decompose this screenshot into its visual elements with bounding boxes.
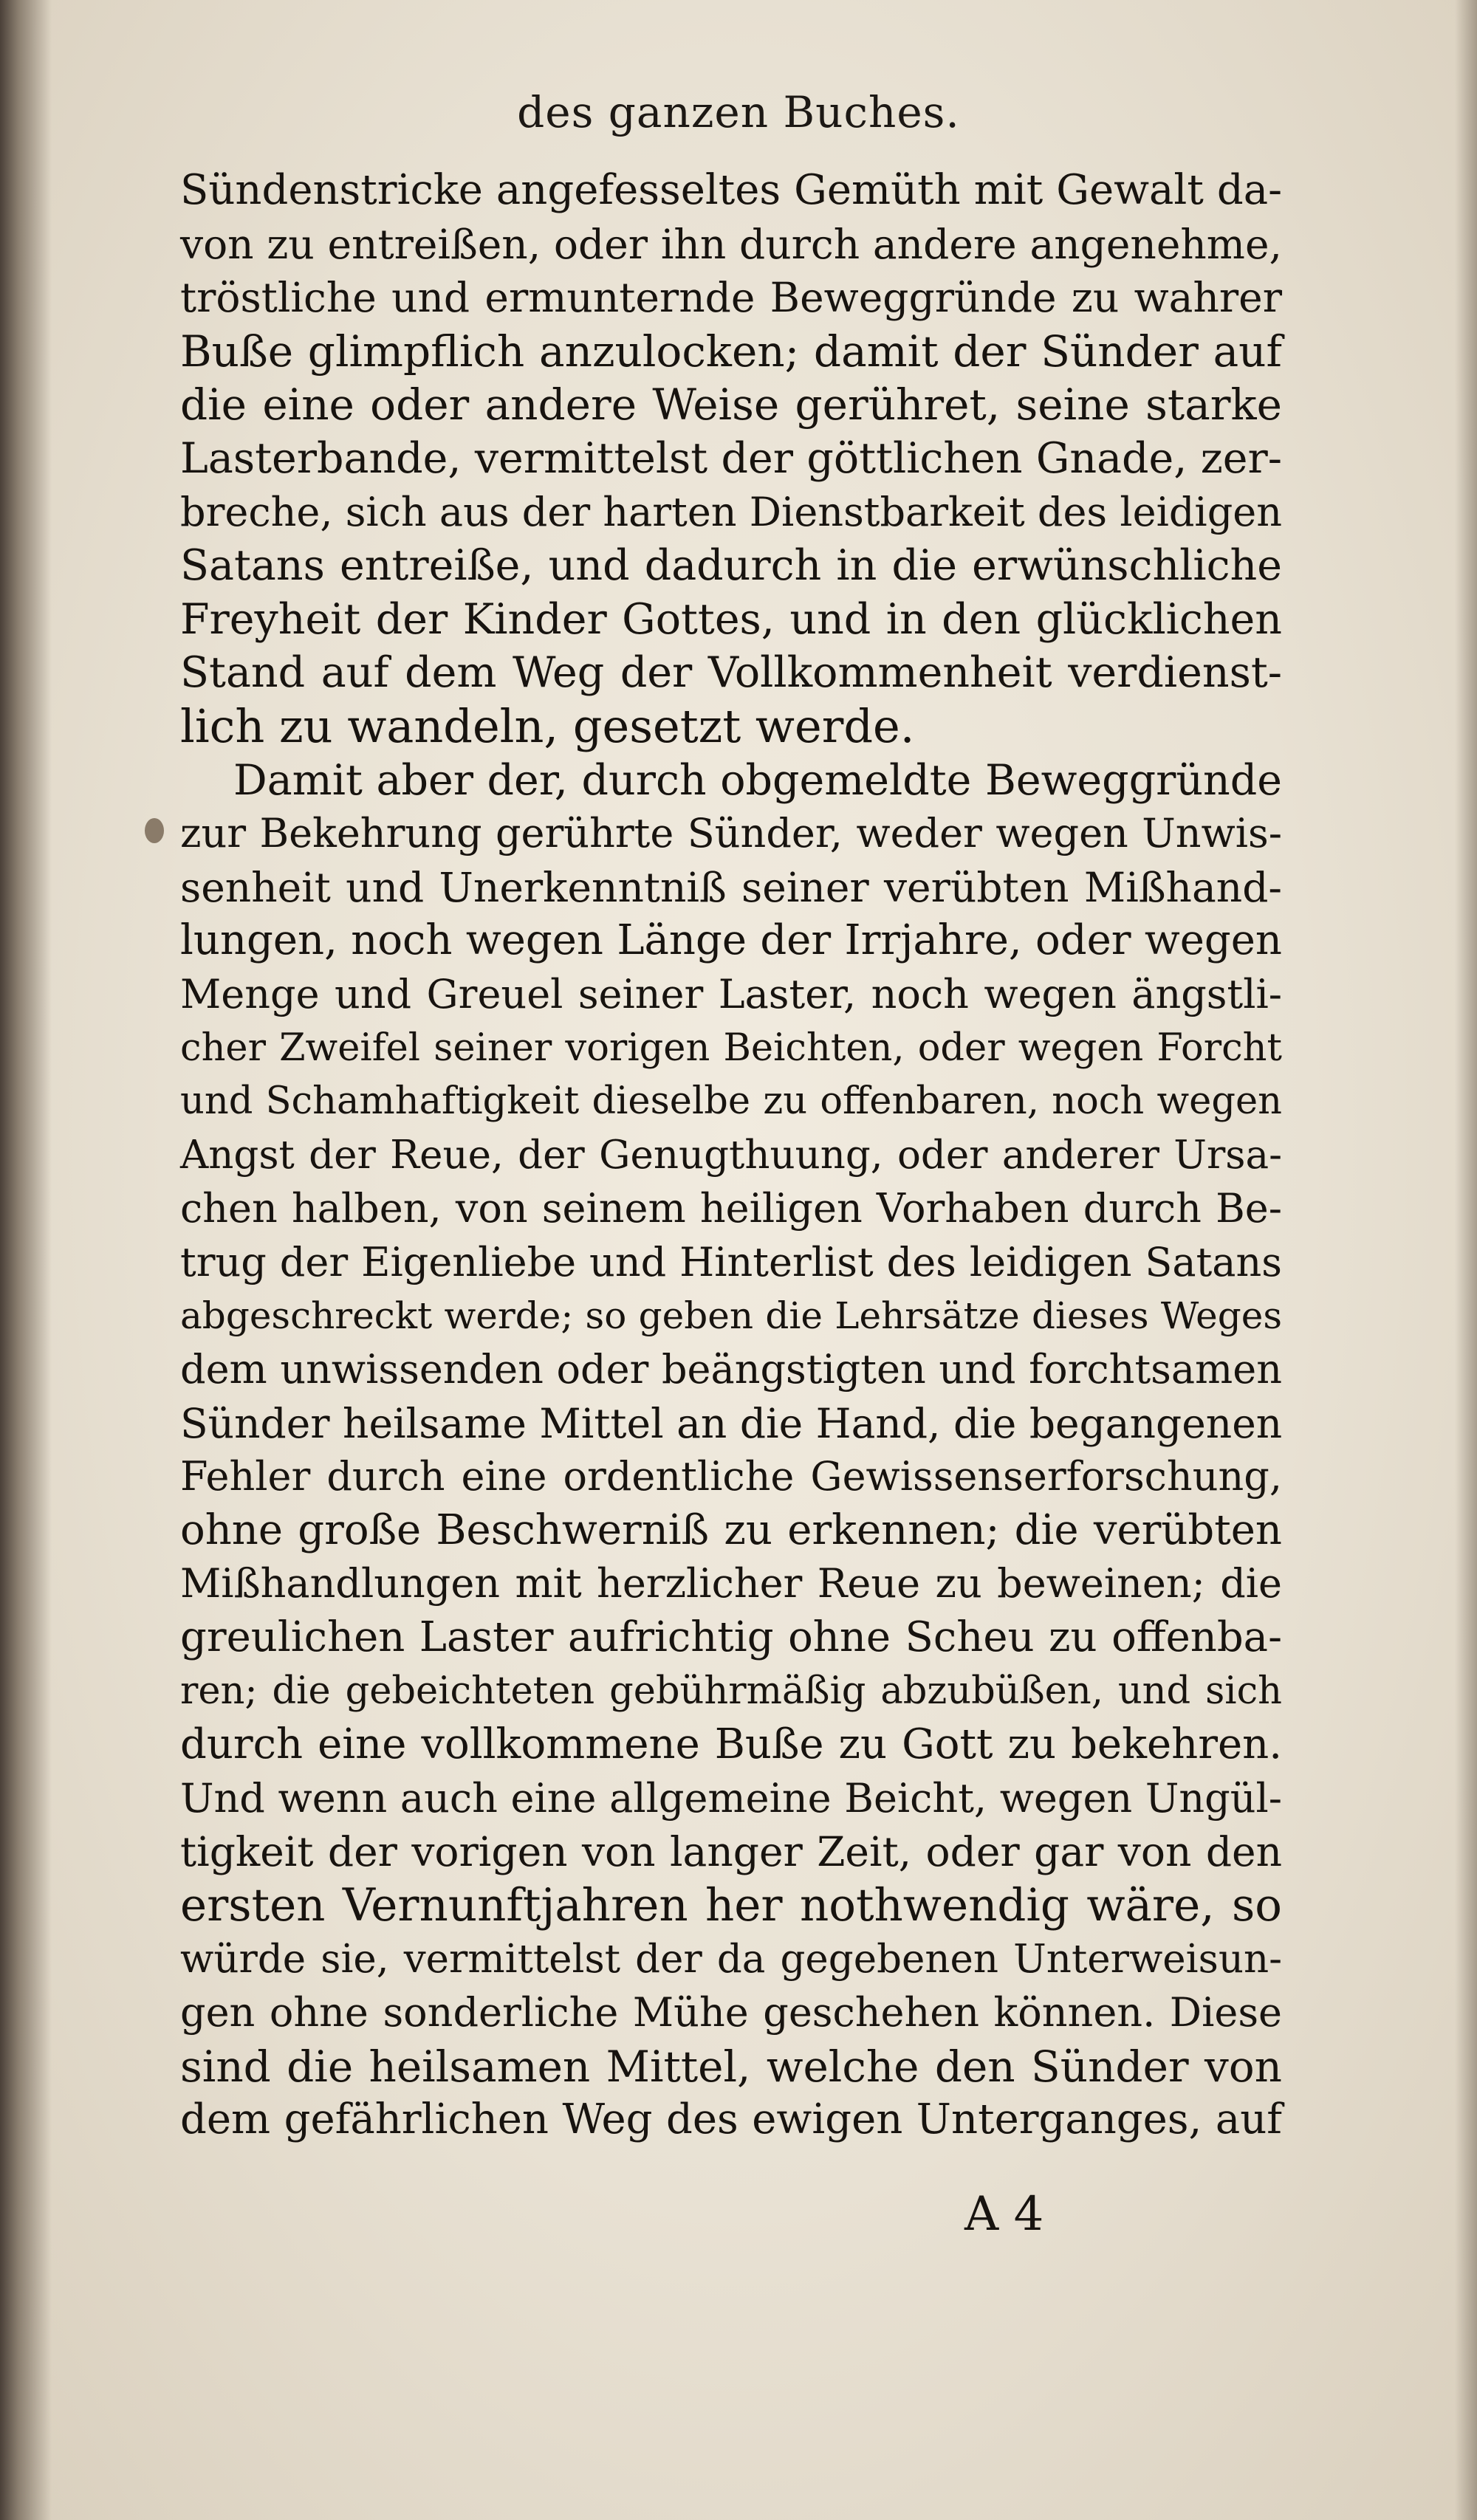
text-line: lich zu wandeln, gesetzt werde. — [180, 698, 915, 753]
text-line: sind die heilsamen Mittel, welche den Sünder von — [180, 2041, 1282, 2092]
text-line: Sündenstricke angefesseltes Gemüth mit Gewalt da- — [180, 166, 1282, 214]
text-line: ohne große Beschwerniß zu erkennen; die verübten — [180, 1506, 1282, 1554]
text-line: abgeschreckt werde; so geben die Lehrsätze dieses Weges — [180, 1294, 1282, 1338]
text-line: dem gefährlichen Weg des ewigen Unterganges, auf — [180, 2095, 1282, 2144]
text-line: Angst der Reue, der Genugthuung, oder anderer Ursa- — [180, 1132, 1282, 1178]
text-line: die eine oder andere Weise gerühret, seine starke — [180, 380, 1282, 430]
text-line: senheit und Unerkenntniß seiner verübten Mißhand- — [180, 863, 1282, 911]
text-line: chen halben, von seinem heiligen Vorhaben durch Be- — [180, 1185, 1282, 1232]
text-line: Satans entreiße, und dadurch in die erwünschliche — [180, 541, 1282, 591]
text-line: trug der Eigenliebe und Hinterlist des leidigen Satans — [180, 1238, 1282, 1285]
text-line: tröstliche und ermunternde Beweggründe zu wahrer — [180, 274, 1282, 322]
text-line: Fehler durch eine ordentliche Gewissenserforschung, — [180, 1453, 1282, 1500]
text-line: Mißhandlungen mit herzlicher Reue zu beweinen; die — [180, 1560, 1282, 1607]
signature-mark: A 4 — [964, 2187, 1044, 2242]
text-line: cher Zweifel seiner vorigen Beichten, oder wegen Forcht — [180, 1026, 1282, 1070]
text-line: lungen, noch wegen Länge der Irrjahre, oder wegen — [180, 916, 1282, 965]
paragraph-start: Damit aber der, durch obgemeldte Beweggründe — [233, 755, 1282, 805]
page-edge — [1455, 0, 1477, 2520]
text-line: gen ohne sonderliche Mühe geschehen können. Diese — [180, 1989, 1282, 2036]
text-line: Buße glimpflich anzulocken; damit der Sünder auf — [180, 326, 1282, 377]
text-line: dem unwissenden oder beängstigten und forchtsamen — [180, 1346, 1282, 1393]
text-line: greulichen Laster aufrichtig ohne Scheu zu offenba- — [180, 1613, 1282, 1662]
text-line: tigkeit der vorigen von langer Zeit, oder gar von den — [180, 1828, 1282, 1876]
text-line: Stand auf dem Weg der Vollkommenheit verdienst- — [180, 648, 1282, 698]
text-line: Freyheit der Kinder Gottes, und in den glücklichen — [180, 594, 1282, 644]
text-line: zur Bekehrung gerührte Sünder, weder wegen Unwis- — [180, 810, 1282, 857]
ink-stain — [145, 818, 164, 843]
text-line: Und wenn auch eine allgemeine Beicht, wegen Ungül- — [180, 1774, 1282, 1822]
text-line: würde sie, vermittelst der da gegebenen Unterweisun- — [180, 1936, 1282, 1982]
running-head: des ganzen Buches. — [517, 87, 960, 137]
body-text — [180, 164, 1282, 2147]
text-line: durch eine vollkommene Buße zu Gott zu bekehren. — [180, 1720, 1282, 1769]
text-line: ren; die gebeichteten gebührmäßig abzubüßen, und sich — [180, 1669, 1282, 1713]
text-line: ersten Vernunftjahren her nothwendig wäre, so — [180, 1879, 1282, 1932]
text-line: Sünder heilsame Mittel an die Hand, die begangenen — [180, 1399, 1283, 1447]
text-line: und Schamhaftigkeit dieselbe zu offenbaren, noch wegen — [180, 1079, 1282, 1124]
text-line: Menge und Greuel seiner Laster, noch wegen ängstli- — [180, 970, 1282, 1017]
text-line: von zu entreißen, oder ihn durch andere angenehme, — [180, 220, 1282, 268]
text-line: Lasterbande, vermittelst der göttlichen Gnade, zer- — [180, 433, 1282, 483]
text-line: breche, sich aus der harten Dienstbarkeit des leidigen — [180, 488, 1282, 535]
gutter-shadow — [0, 0, 52, 2520]
